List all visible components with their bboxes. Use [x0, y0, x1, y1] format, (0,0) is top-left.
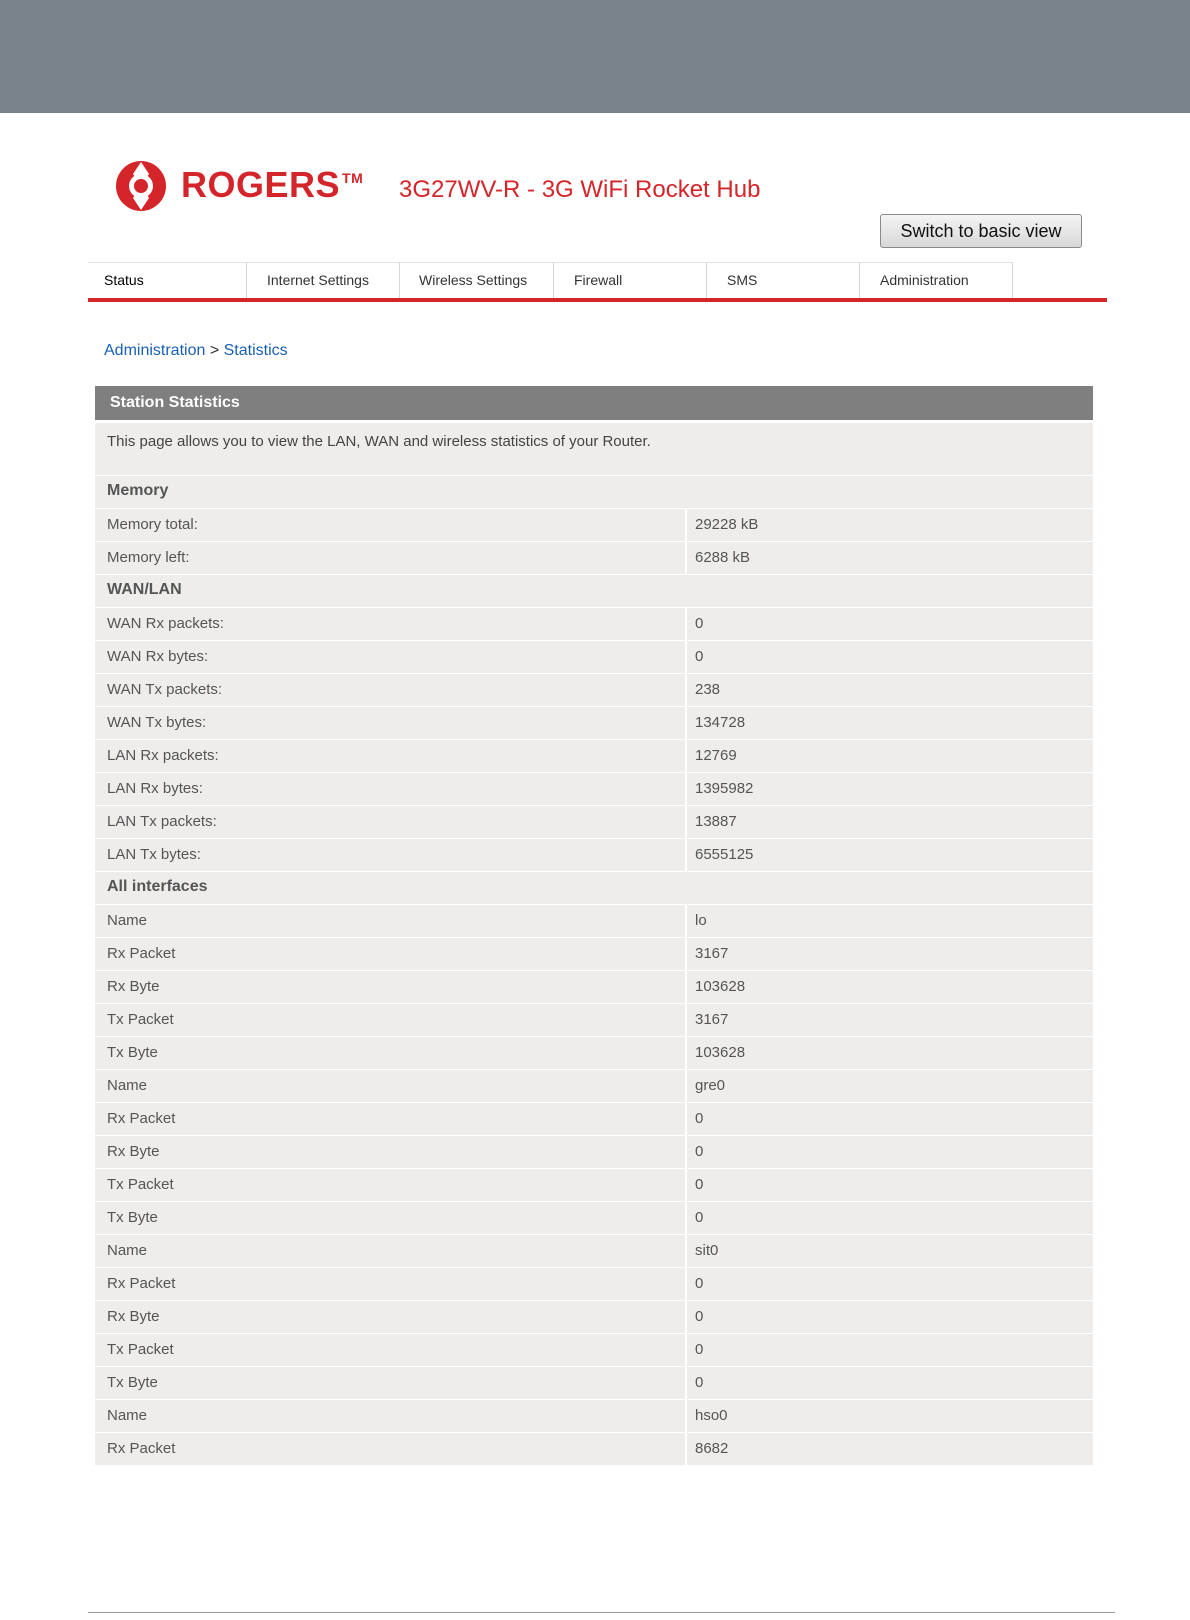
stat-value: 0 — [695, 1275, 704, 1292]
tab-internet-settings[interactable]: Internet Settings — [247, 262, 400, 298]
column-divider — [685, 1202, 687, 1234]
column-divider — [685, 839, 687, 871]
column-divider — [685, 1433, 687, 1465]
stat-value: gre0 — [695, 1077, 726, 1094]
stat-value: 103628 — [695, 1044, 746, 1061]
footer-divider — [88, 1612, 1115, 1613]
table-row — [95, 1267, 1093, 1300]
stat-label: Tx Packet — [107, 1341, 174, 1358]
stat-label: WAN Rx bytes: — [107, 648, 209, 665]
table-row — [95, 1399, 1093, 1432]
panel-title: Station Statistics — [95, 386, 1093, 420]
table-row — [95, 805, 1093, 838]
stat-value: 6288 kB — [695, 549, 751, 566]
stat-value: 6555125 — [695, 846, 754, 863]
section-label: All interfaces — [107, 878, 208, 895]
tab-sms[interactable]: SMS — [707, 262, 860, 298]
table-row — [95, 970, 1093, 1003]
column-divider — [685, 905, 687, 937]
column-divider — [685, 1400, 687, 1432]
breadcrumb-statistics-link[interactable]: Statistics — [223, 342, 288, 359]
column-divider — [685, 674, 687, 706]
panel-description: This page allows you to view the LAN, WAN and wireless statistics of your Router. — [95, 423, 1093, 475]
column-divider — [685, 971, 687, 1003]
column-divider — [685, 509, 687, 541]
tab-status[interactable]: Status — [88, 262, 247, 298]
table-row — [95, 772, 1093, 805]
stat-value: 1395982 — [695, 780, 754, 797]
column-divider — [685, 1136, 687, 1168]
column-divider — [685, 1367, 687, 1399]
product-title: 3G27WV-R - 3G WiFi Rocket Hub — [399, 176, 761, 203]
table-row — [95, 838, 1093, 871]
column-divider — [685, 1334, 687, 1366]
section-header — [95, 871, 1093, 904]
table-row — [95, 607, 1093, 640]
column-divider — [685, 707, 687, 739]
stat-label: Tx Byte — [107, 1044, 158, 1061]
table-row — [95, 1069, 1093, 1102]
stat-label: LAN Rx packets: — [107, 747, 219, 764]
column-divider — [685, 1070, 687, 1102]
switch-to-basic-view-button[interactable]: Switch to basic view — [880, 214, 1082, 248]
stat-label: Memory left: — [107, 549, 190, 566]
stat-value: sit0 — [695, 1242, 719, 1259]
stat-value: 13887 — [695, 813, 737, 830]
table-row — [95, 1234, 1093, 1267]
column-divider — [685, 740, 687, 772]
stat-label: WAN Tx packets: — [107, 681, 223, 698]
main-nav — [88, 262, 1107, 302]
table-row — [95, 739, 1093, 772]
table-row — [95, 1135, 1093, 1168]
table-row — [95, 1003, 1093, 1036]
stat-label: LAN Rx bytes: — [107, 780, 203, 797]
stat-value: 0 — [695, 1341, 704, 1358]
tab-wireless-settings[interactable]: Wireless Settings — [400, 262, 554, 298]
table-row — [95, 937, 1093, 970]
stat-value: 12769 — [695, 747, 737, 764]
stat-value: 0 — [695, 1374, 704, 1391]
column-divider — [685, 1169, 687, 1201]
stat-label: Rx Packet — [107, 1440, 176, 1457]
table-row — [95, 1366, 1093, 1399]
column-divider — [685, 806, 687, 838]
table-row — [95, 706, 1093, 739]
stat-value: 134728 — [695, 714, 746, 731]
column-divider — [685, 608, 687, 640]
breadcrumb-separator: > — [209, 342, 220, 359]
stat-value: 0 — [695, 1308, 704, 1325]
stat-label: Memory total: — [107, 516, 198, 533]
stat-value: 0 — [695, 1209, 704, 1226]
stat-label: Name — [107, 1407, 148, 1424]
stat-label: Tx Packet — [107, 1176, 174, 1193]
stat-value: 3167 — [695, 945, 729, 962]
column-divider — [685, 1103, 687, 1135]
statistics-table — [95, 475, 1093, 1465]
table-row — [95, 640, 1093, 673]
station-statistics-panel — [95, 386, 1093, 1466]
stat-value: 0 — [695, 615, 704, 632]
top-banner — [0, 0, 1190, 113]
column-divider — [685, 1235, 687, 1267]
stat-value: 103628 — [695, 978, 746, 995]
breadcrumb-administration-link[interactable]: Administration — [104, 342, 206, 359]
table-row — [95, 508, 1093, 541]
table-row — [95, 1432, 1093, 1465]
section-header — [95, 475, 1093, 508]
stat-label: Rx Byte — [107, 978, 160, 995]
rogers-logo-icon — [115, 160, 167, 212]
table-row — [95, 1036, 1093, 1069]
table-row — [95, 1201, 1093, 1234]
column-divider — [685, 1301, 687, 1333]
table-row — [95, 1333, 1093, 1366]
table-row — [95, 1168, 1093, 1201]
column-divider — [685, 1268, 687, 1300]
stat-label: Rx Byte — [107, 1308, 160, 1325]
stat-value: hso0 — [695, 1407, 728, 1424]
stat-value: 8682 — [695, 1440, 729, 1457]
stat-label: Rx Byte — [107, 1143, 160, 1160]
stat-value: 29228 kB — [695, 516, 759, 533]
table-row — [95, 673, 1093, 706]
section-header — [95, 574, 1093, 607]
section-label: WAN/LAN — [107, 581, 182, 598]
stat-label: Tx Byte — [107, 1209, 158, 1226]
stat-value: lo — [695, 912, 707, 929]
stat-label: Name — [107, 1077, 148, 1094]
column-divider — [685, 1037, 687, 1069]
stat-label: Rx Packet — [107, 1275, 176, 1292]
column-divider — [685, 641, 687, 673]
table-row — [95, 541, 1093, 574]
section-label: Memory — [107, 482, 169, 499]
stat-value: 0 — [695, 648, 704, 665]
stat-label: Name — [107, 1242, 148, 1259]
column-divider — [685, 542, 687, 574]
stat-label: LAN Tx bytes: — [107, 846, 201, 863]
stat-label: WAN Tx bytes: — [107, 714, 207, 731]
table-row — [95, 904, 1093, 937]
stat-value: 0 — [695, 1143, 704, 1160]
stat-value: 238 — [695, 681, 721, 698]
table-row — [95, 1300, 1093, 1333]
tab-administration[interactable]: Administration — [860, 262, 1013, 298]
column-divider — [685, 1004, 687, 1036]
stat-label: Tx Byte — [107, 1374, 158, 1391]
stat-label: WAN Rx packets: — [107, 615, 224, 632]
stat-value: 0 — [695, 1110, 704, 1127]
breadcrumb — [104, 342, 288, 360]
table-row — [95, 1102, 1093, 1135]
stat-label: Rx Packet — [107, 1110, 176, 1127]
stat-value: 3167 — [695, 1011, 729, 1028]
column-divider — [685, 938, 687, 970]
stat-value: 0 — [695, 1176, 704, 1193]
stat-label: Rx Packet — [107, 945, 176, 962]
column-divider — [685, 773, 687, 805]
tab-firewall[interactable]: Firewall — [554, 262, 707, 298]
brand-name: ROGERS ™ — [181, 164, 364, 205]
stat-label: Tx Packet — [107, 1011, 174, 1028]
stat-label: Name — [107, 912, 148, 929]
stat-label: LAN Tx packets: — [107, 813, 217, 830]
